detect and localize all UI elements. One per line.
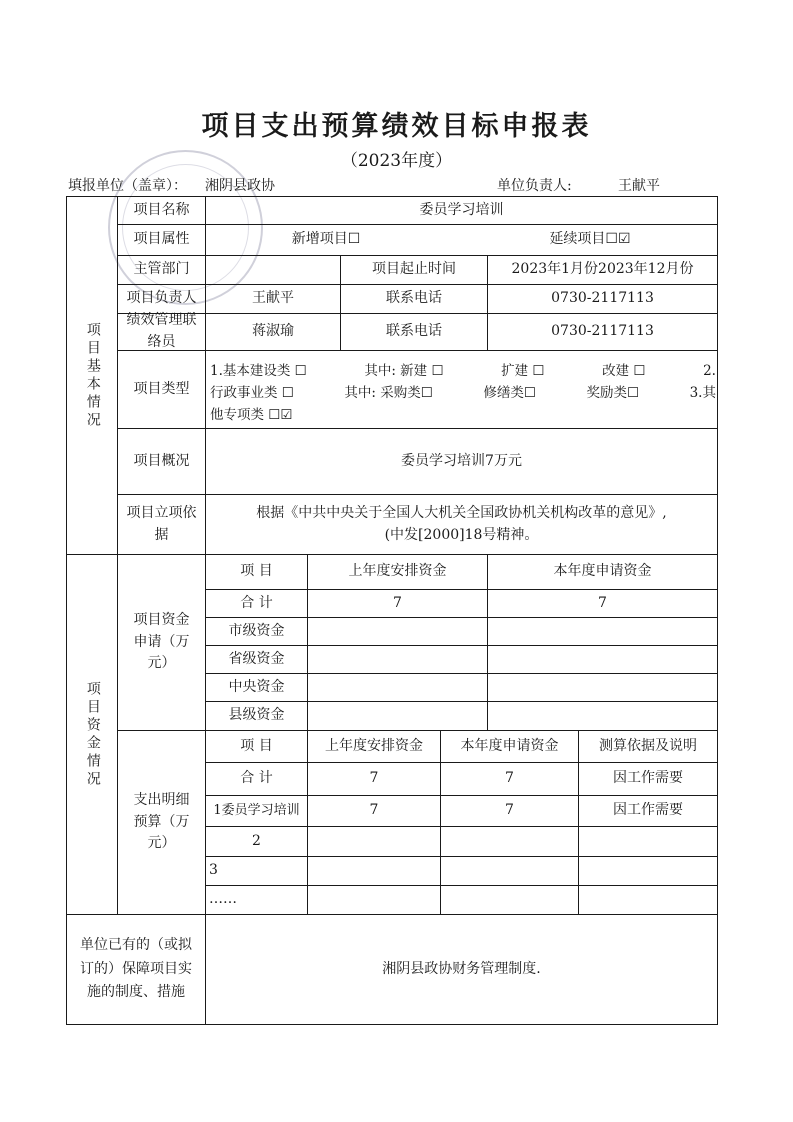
unit-value: 湘阴县政协 <box>205 178 275 194</box>
leader-label: 单位负责人: <box>497 178 572 194</box>
detail-total-basis: 因工作需要 <box>613 770 683 787</box>
period-label: 项目起止时间 <box>372 261 456 278</box>
detail-col-item: 项 目 <box>240 737 273 754</box>
apply-label: 项目资金申请（万元） <box>133 611 190 672</box>
project-name-label: 项目名称 <box>133 201 190 218</box>
apply-col-item: 项 目 <box>240 563 273 580</box>
project-name-value: 委员学习培训 <box>419 201 504 218</box>
liaison-label: 绩效管理联络员 <box>126 312 197 350</box>
detail-row1-basis: 因工作需要 <box>613 802 683 819</box>
basis-line-1: 根据《中共中央关于全国人大机关全国政协机关机构改革的意见》, <box>256 504 667 521</box>
dept-label: 主管部门 <box>133 261 190 278</box>
detail-row-total: 合 计 <box>240 770 273 787</box>
type-repair-checkbox[interactable]: 修缮类☐ <box>483 385 536 401</box>
detail-row-2: 2 <box>252 832 261 849</box>
type-reward-checkbox[interactable]: 奖励类☐ <box>586 385 640 401</box>
unit-label: 填报单位（盖章）： <box>68 178 187 194</box>
basis-line-2: (中发[2000]18号精神。 <box>384 526 539 543</box>
dept-value <box>206 256 340 284</box>
apply-row-total: 合 计 <box>240 594 273 611</box>
period-value: 2023年1月份2023年12月份 <box>511 261 694 278</box>
basis-value <box>206 495 717 554</box>
apply-row-city: 市级资金 <box>228 622 285 639</box>
detail-col-basis: 测算依据及说明 <box>599 737 697 754</box>
apply-row-central: 中央资金 <box>228 678 285 695</box>
apply-col-last: 上年度安排资金 <box>348 563 447 580</box>
project-type-options <box>210 360 716 426</box>
detail-col-this: 本年度申请资金 <box>460 737 559 754</box>
type-special-checkbox[interactable]: 他专项类 ☐☑ <box>210 407 293 423</box>
detail-row-more: …… <box>209 891 237 908</box>
detail-label: 支出明细预算（万元） <box>133 791 190 852</box>
overview-value: 委员学习培训7万元 <box>401 452 522 469</box>
liaison-value: 蒋淑瑜 <box>252 323 294 340</box>
section-basic-label: 项目基本情况 <box>84 321 101 430</box>
detail-col-last: 上年度安排资金 <box>325 737 423 754</box>
apply-row-province: 省级资金 <box>228 650 285 667</box>
type-label: 项目类型 <box>133 380 190 397</box>
overview-label: 项目概况 <box>133 452 190 469</box>
detail-total-last: 7 <box>369 770 379 787</box>
detail-total-this: 7 <box>505 770 514 787</box>
year-subtitle: （2023年度） <box>340 151 453 171</box>
detail-row1-last: 7 <box>369 802 379 819</box>
type-new-checkbox[interactable]: 其中: 新建 ☐ <box>364 363 444 379</box>
project-attr-label: 项目属性 <box>133 231 190 248</box>
type-expand-checkbox[interactable]: 扩建 ☐ <box>501 363 545 379</box>
apply-row-county: 县级资金 <box>228 707 285 724</box>
detail-row-1: 1委员学习培训 <box>213 802 300 818</box>
section-funds-label: 项目资金情况 <box>84 680 101 789</box>
apply-total-this: 7 <box>598 594 607 611</box>
owner-label: 项目负责人 <box>126 290 197 307</box>
system-label: 单位已有的（或拟订的）保障项目实施的制度、措施 <box>80 936 192 1001</box>
apply-col-this: 本年度申请资金 <box>553 563 652 580</box>
phone-value: 0730-2117113 <box>551 290 654 307</box>
attr-continue-checkbox[interactable]: 延续项目☐☑ <box>549 231 631 248</box>
detail-row-3: 3 <box>209 862 218 879</box>
system-value: 湘阴县政协财务管理制度. <box>382 960 541 977</box>
type-num2: 2. <box>703 363 716 379</box>
apply-total-last: 7 <box>393 594 402 611</box>
phone-label: 联系电话 <box>386 290 442 307</box>
phone2-label: 联系电话 <box>386 323 442 340</box>
page-title: 项目支出预算绩效目标申报表 <box>201 111 592 142</box>
basis-label: 项目立项依据 <box>126 504 197 543</box>
type-admin-checkbox[interactable]: 行政事业类 ☐ <box>210 385 294 401</box>
detail-row1-this: 7 <box>505 802 514 819</box>
leader-value: 王献平 <box>618 178 660 194</box>
owner-value: 王献平 <box>252 290 294 307</box>
attr-new-checkbox[interactable]: 新增项目☐ <box>291 231 361 248</box>
phone2-value: 0730-2117113 <box>551 323 654 340</box>
type-rebuild-checkbox[interactable]: 改建 ☐ <box>602 363 646 379</box>
type-construction-checkbox[interactable]: 1.基本建设类 ☐ <box>210 363 307 379</box>
type-num3: 3.其 <box>689 385 716 401</box>
type-purchase-checkbox[interactable]: 其中: 采购类☐ <box>344 385 433 401</box>
